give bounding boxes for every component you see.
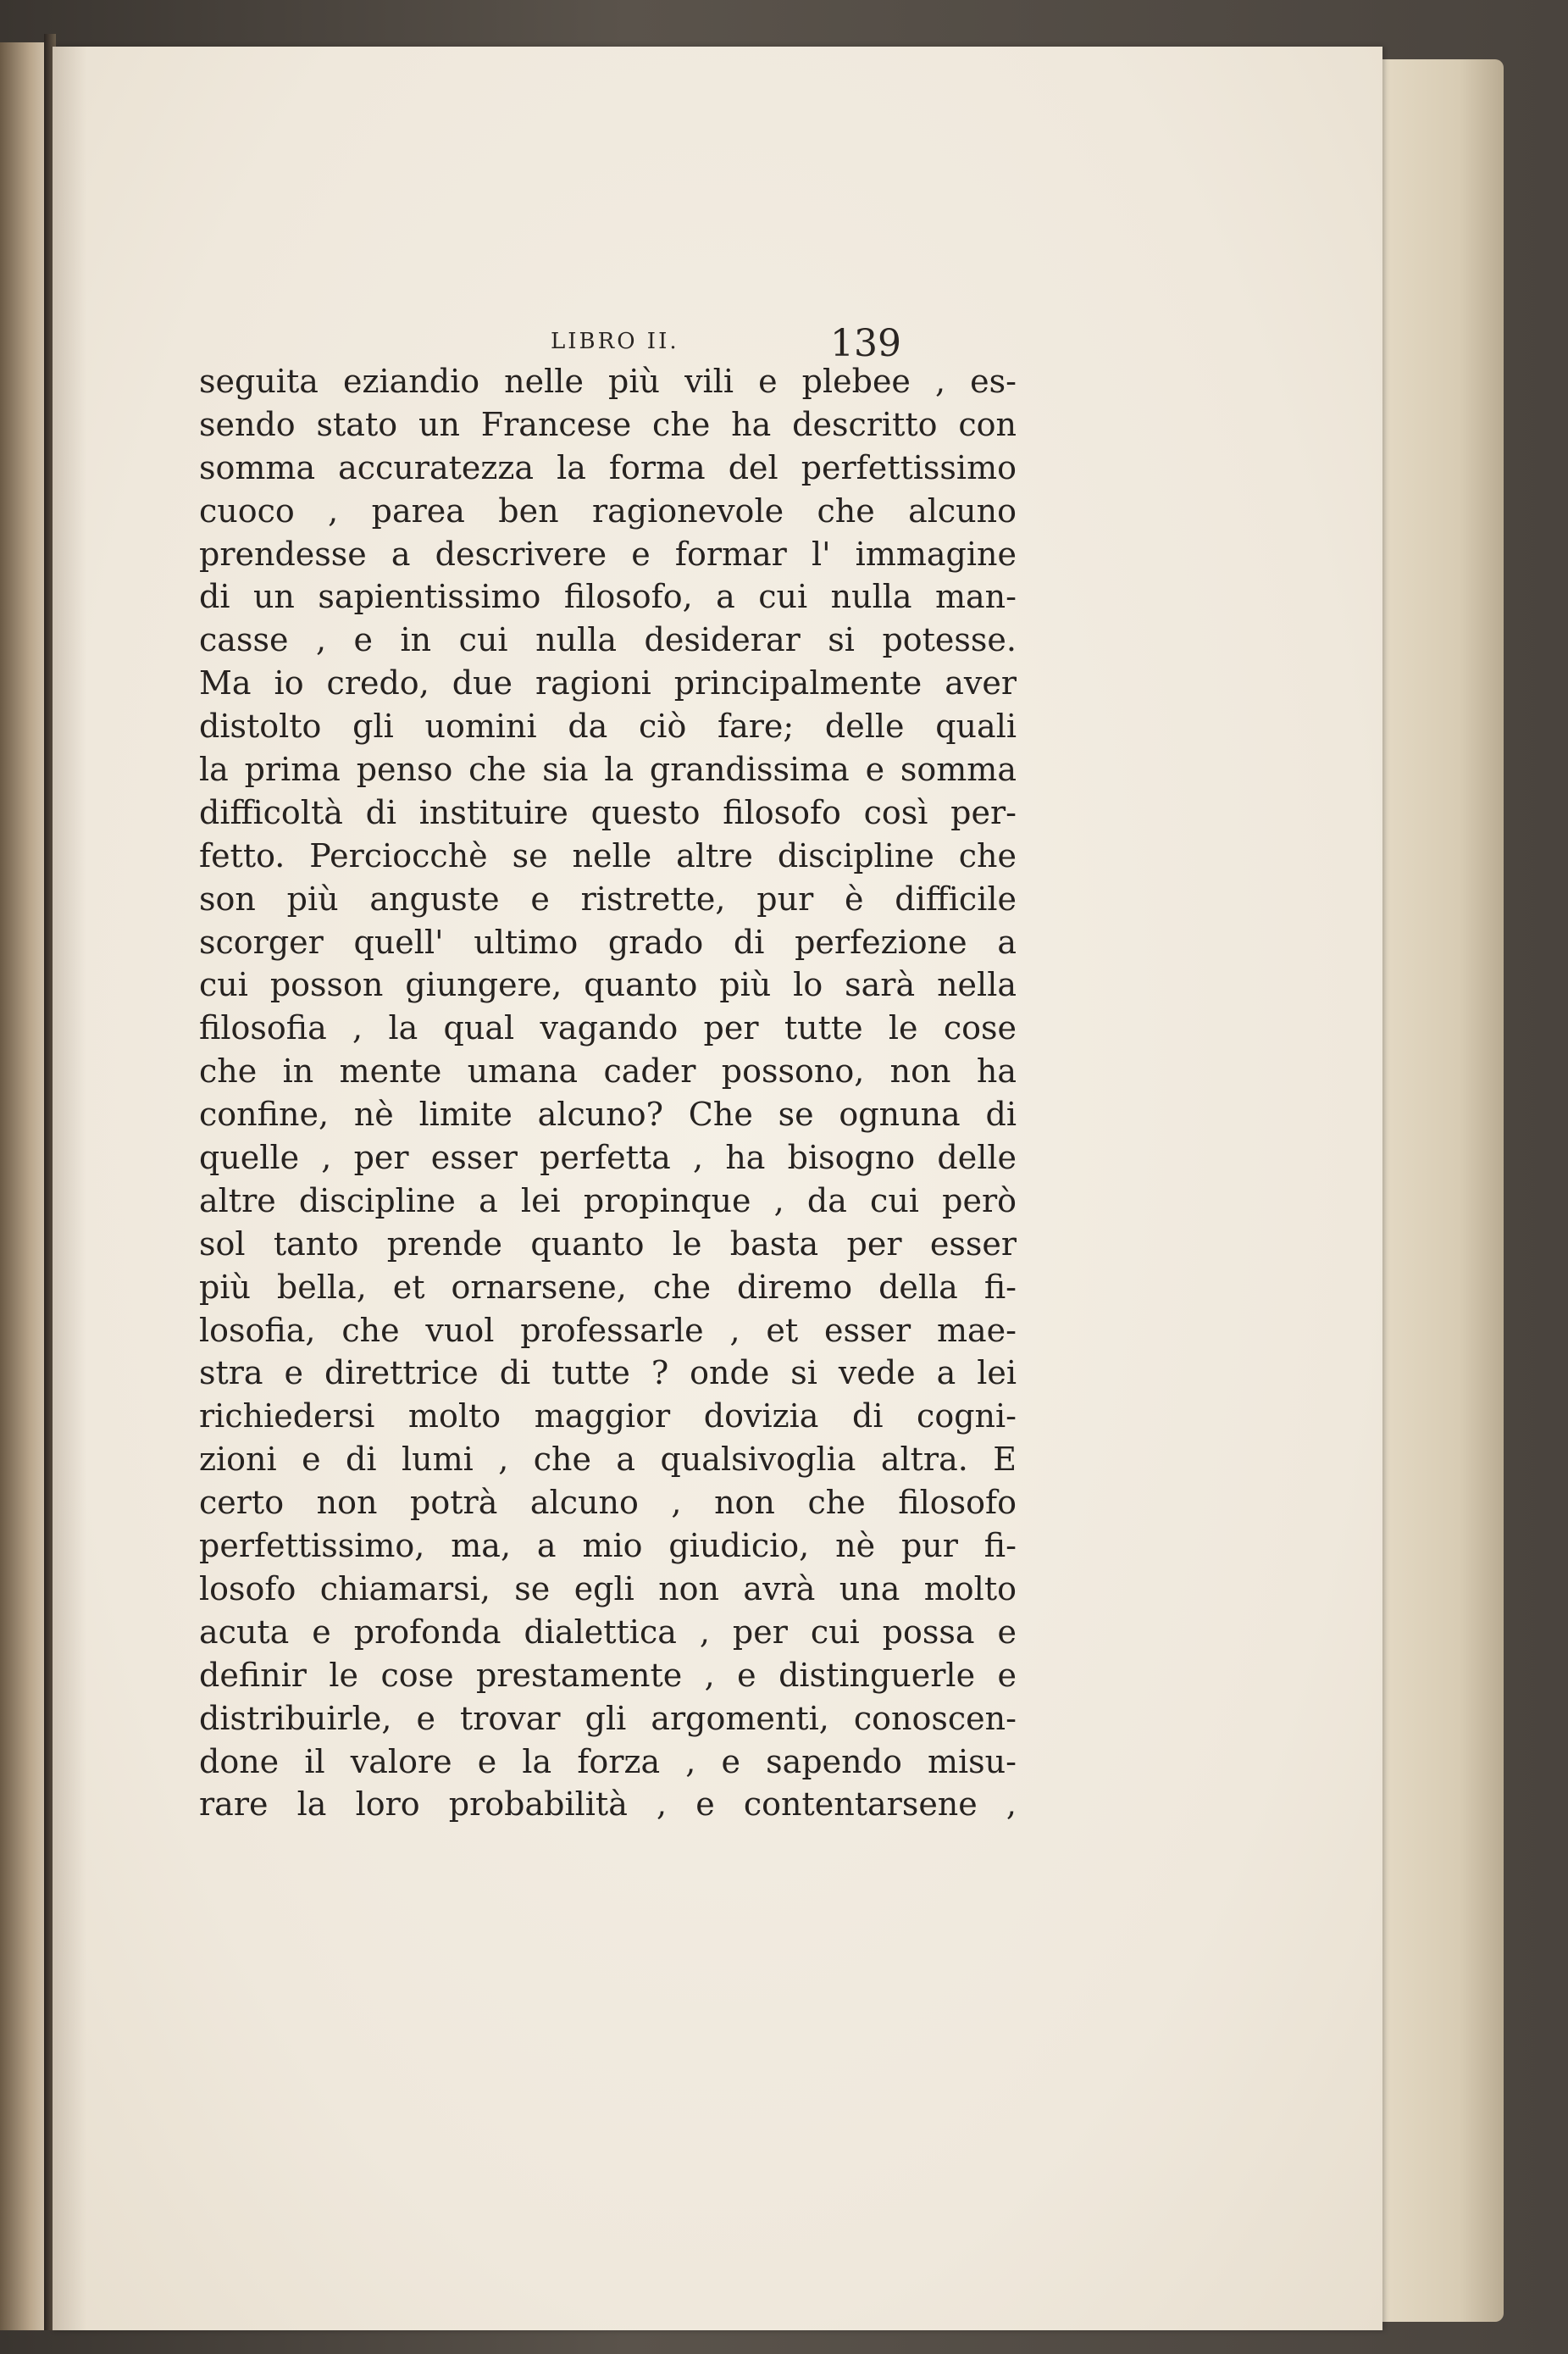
- text-line: difficoltà di instituire questo filosofo così per-: [199, 793, 1017, 831]
- facing-page-edge: [0, 42, 51, 2330]
- text-line: sol tanto prende quanto le basta per esser: [199, 1224, 1017, 1263]
- text-line: casse , e in cui nulla desiderar si potesse.: [199, 621, 1017, 659]
- text-line: son più anguste e ristrette, pur è difficile: [199, 880, 1017, 918]
- text-line: quelle , per esser perfetta , ha bisogno delle: [199, 1139, 1017, 1177]
- text-line: che in mente umana cader possono, non ha: [199, 1052, 1017, 1091]
- text-line: zioni e di lumi , che a qualsivoglia altra. E: [199, 1441, 1017, 1479]
- text-line: seguita eziandio nelle più vili e plebee , es-: [199, 363, 1017, 400]
- text-line: confine, nè limite alcuno? Che se ognuna di: [199, 1096, 1017, 1134]
- text-line: scorger quell' ultimo grado di perfezione a: [199, 923, 1017, 961]
- text-line: losofo chiamarsi, se egli non avrà una molto: [199, 1569, 1017, 1607]
- text-line: di un sapientissimo filosofo, a cui nulla man-: [199, 578, 1017, 616]
- text-line: stra e direttrice di tutte ? onde si vede a lei: [199, 1354, 1017, 1392]
- text-line: somma accuratezza la forma del perfettissimo: [199, 448, 1017, 486]
- text-line: sendo stato un Francese che ha descritto con: [199, 405, 1017, 443]
- text-line: definir le cose prestamente , e distinguerle e: [199, 1656, 1017, 1694]
- text-line: la prima penso che sia la grandissima e somma: [199, 751, 1017, 789]
- text-line: perfettissimo, ma, a mio giudicio, nè pur fi-: [199, 1527, 1017, 1565]
- text-line: rare la loro probabilità , e contentarsene ,: [199, 1785, 1017, 1824]
- running-title: LIBRO II.: [551, 329, 679, 354]
- text-line: richiedersi molto maggior dovizia di cogni-: [199, 1397, 1017, 1435]
- text-line: certo non potrà alcuno , non che filosofo: [199, 1484, 1017, 1522]
- text-line: losofia, che vuol professarle , et esser mae-: [199, 1311, 1017, 1349]
- text-line: filosofia , la qual vagando per tutte le cose: [199, 1009, 1017, 1047]
- text-line: Ma io credo, due ragioni principalmente aver: [199, 664, 1017, 702]
- body-text: [199, 360, 1017, 1826]
- text-line: fetto. Perciocchè se nelle altre discipline che: [199, 836, 1017, 874]
- text-line: distolto gli uomini da ciò fare; delle quali: [199, 708, 1017, 746]
- page-number: 139: [830, 322, 901, 365]
- text-line: prendesse a descrivere e formar l' immagine: [199, 535, 1017, 573]
- text-line: distribuirle, e trovar gli argomenti, conoscen-: [199, 1699, 1017, 1737]
- text-line: altre discipline a lei propinque , da cui però: [199, 1181, 1017, 1219]
- text-line: cui posson giungere, quanto più lo sarà nella: [199, 966, 1017, 1004]
- text-line: acuta e profonda dialettica , per cui possa e: [199, 1613, 1017, 1651]
- text-line: cuoco , parea ben ragionevole che alcuno: [199, 491, 1017, 530]
- text-line: done il valore e la forza , e sapendo misu-: [199, 1742, 1017, 1780]
- gutter-shadow: [53, 47, 86, 2330]
- text-line: più bella, et ornarsene, che diremo della fi-: [199, 1268, 1017, 1306]
